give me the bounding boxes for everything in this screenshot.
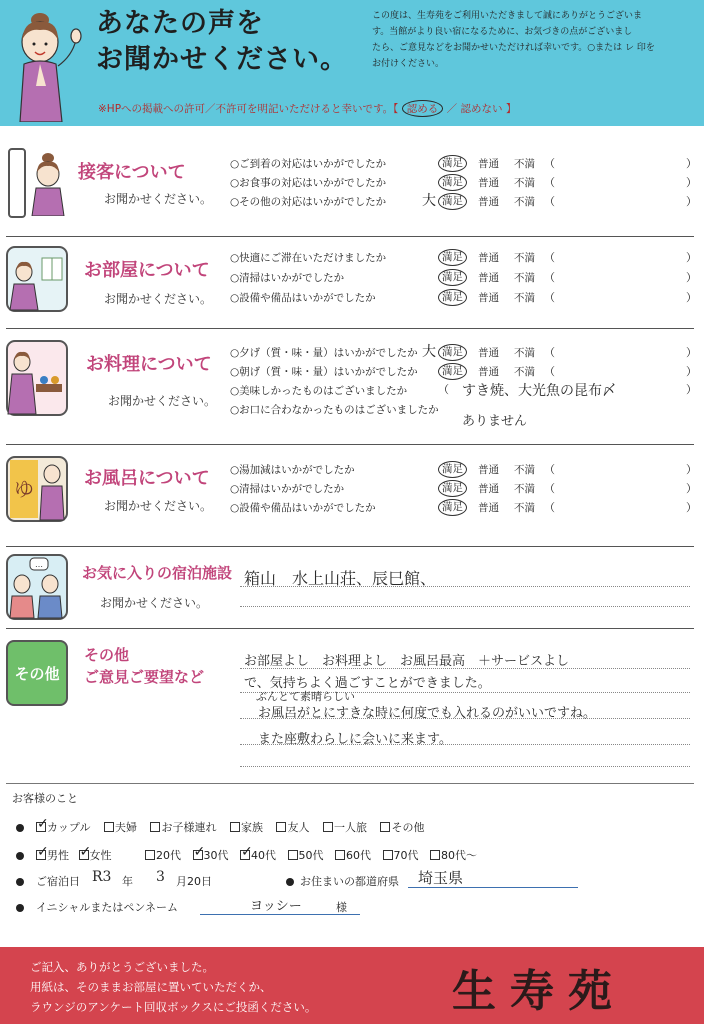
customer-info xyxy=(6,783,694,925)
option-label: 一人旅 xyxy=(333,821,367,834)
rating-dissatisfied-cuisine-dinner[interactable]: 不満 xyxy=(514,347,535,359)
permission-deny-option[interactable]: 認めない xyxy=(460,103,503,115)
answer-disliked-items[interactable]: ありません xyxy=(462,414,528,429)
question-arrival: ○ご到着の対応はいかがでしたか xyxy=(230,158,387,170)
age-option-40s[interactable] xyxy=(240,849,276,862)
option-label: 70代 xyxy=(393,849,419,862)
rating-average-cuisine-breakfast[interactable]: 普通 xyxy=(478,366,499,378)
paren-open: （ xyxy=(544,195,555,208)
age-option-80s[interactable] xyxy=(430,849,477,862)
paren-open: （ xyxy=(438,383,449,396)
paren-open: （ xyxy=(544,157,555,170)
paren-open: （ xyxy=(544,501,555,514)
answer-line xyxy=(240,606,690,607)
paren-close: ） xyxy=(686,271,697,284)
section-divider xyxy=(6,328,694,329)
footer-instructions xyxy=(30,957,316,1017)
stay-day-label: 月20日 xyxy=(176,875,212,888)
option-label: 80代〜 xyxy=(441,849,477,862)
comment-insertion[interactable]: ぶんとて素晴らしい xyxy=(256,690,355,703)
option-label: カップル xyxy=(47,821,91,834)
checkbox-icon xyxy=(104,822,114,832)
rating-satisfied-room-cleaning[interactable]: 満足 xyxy=(438,269,467,286)
checkbox-icon xyxy=(288,850,298,860)
rating-satisfied-service-meal[interactable]: 満足 xyxy=(438,174,467,191)
rating-satisfied-room-comfort[interactable]: 満足 xyxy=(438,249,467,266)
question-dinner: ○夕げ（質・味・量）はいかがでしたか xyxy=(230,347,418,359)
question-disliked-items: ○お口に合わなかったものはございましたか xyxy=(230,404,439,416)
other-title-line1: その他 xyxy=(84,646,130,664)
gender-option-male[interactable] xyxy=(36,849,69,862)
age-option-30s[interactable] xyxy=(193,849,229,862)
survey-header xyxy=(0,0,704,126)
other-icon xyxy=(6,640,68,706)
paren-open: （ xyxy=(544,291,555,304)
comment-line-1[interactable]: お部屋よし お料理よし お風呂最高 ＋サービスよし xyxy=(244,654,570,669)
option-label: 30代 xyxy=(203,849,229,862)
rating-average-bath-cleaning[interactable]: 普通 xyxy=(478,483,499,495)
question-meal-service: ○お食事の対応はいかがでしたか xyxy=(230,177,387,189)
party-option-couple[interactable] xyxy=(36,821,90,834)
option-label: お子様連れ xyxy=(161,821,217,834)
bullet-icon xyxy=(16,904,24,912)
customer-heading: お客様のこと xyxy=(12,792,78,805)
bath-icon xyxy=(6,456,68,522)
penname-suffix: 様 xyxy=(336,901,347,914)
checkbox-icon xyxy=(145,850,155,860)
permission-separator: ／ xyxy=(446,103,458,115)
conversation-icon xyxy=(6,554,68,620)
checkbox-icon xyxy=(240,850,250,860)
party-option-married[interactable] xyxy=(104,821,137,834)
party-option-friends[interactable] xyxy=(276,821,309,834)
answer-line xyxy=(240,766,690,767)
permission-bracket: 】 xyxy=(505,103,517,115)
checkbox-icon xyxy=(230,822,240,832)
permission-label: ※HPへの掲載への許可／不許可を明記いただけると幸いです。【 xyxy=(98,103,399,115)
paren-close: ） xyxy=(686,365,697,378)
rating-average-room-cleaning[interactable]: 普通 xyxy=(478,272,499,284)
paren-close: ） xyxy=(686,482,697,495)
checkbox-icon xyxy=(380,822,390,832)
option-label: その他 xyxy=(391,821,425,834)
gender-age-row xyxy=(36,847,477,863)
question-bath-cleaning: ○清掃はいかがでしたか xyxy=(230,483,345,495)
bullet-icon xyxy=(16,852,24,860)
section-title-cuisine: お料理について xyxy=(86,354,212,375)
question-other-service: ○その他の対応はいかがでしたか xyxy=(230,196,387,208)
checkbox-icon xyxy=(323,822,333,832)
party-option-children[interactable] xyxy=(150,821,216,834)
paren-open: （ xyxy=(544,176,555,189)
rating-average-room-comfort[interactable]: 普通 xyxy=(478,252,499,264)
section-title-other xyxy=(84,644,204,688)
paren-close: ） xyxy=(686,157,697,170)
rating-average-room-equipment[interactable]: 普通 xyxy=(478,292,499,304)
rating-satisfied-bath-cleaning[interactable]: 満足 xyxy=(438,480,467,497)
svg-text:…: … xyxy=(35,560,43,569)
question-room-cleaning: ○清掃はいかがでしたか xyxy=(230,272,345,284)
stay-month-value[interactable]: 3 xyxy=(156,869,165,885)
option-label: 家族 xyxy=(240,821,263,834)
paren-close: ） xyxy=(686,176,697,189)
party-type-row xyxy=(36,819,424,835)
other-badge-label: その他 xyxy=(14,664,60,683)
room-icon xyxy=(6,246,68,312)
section-title-favorite: お気に入りの宿泊施設 xyxy=(82,564,233,582)
paren-close: ） xyxy=(686,463,697,476)
rating-average-service-arrival[interactable]: 普通 xyxy=(478,158,499,170)
question-bath-equipment: ○設備や備品はいかがでしたか xyxy=(230,502,376,514)
hostess-icon xyxy=(28,150,68,216)
rating-dissatisfied-room-equipment[interactable]: 不満 xyxy=(514,292,535,304)
section-divider xyxy=(6,236,694,237)
age-option-70s[interactable] xyxy=(383,849,419,862)
footer-line: 用紙は、そのままお部屋に置いていただくか、 xyxy=(30,980,272,994)
option-label: 40代 xyxy=(251,849,276,862)
intro-line: お付けください。 xyxy=(372,59,445,69)
party-option-other[interactable] xyxy=(380,821,424,834)
checkbox-icon xyxy=(276,822,286,832)
rating-satisfied-cuisine-breakfast[interactable]: 満足 xyxy=(438,363,467,380)
service-icon-frame xyxy=(8,148,26,218)
intro-line: す。当館がより良い宿になるために、お気づきの点がございまし xyxy=(372,27,633,37)
penname-value[interactable]: ヨッシー xyxy=(250,899,302,914)
intro-text xyxy=(372,8,697,72)
paren-open: （ xyxy=(544,251,555,264)
intro-line: この度は、生寿苑をご利用いただきまして誠にありがとうございま xyxy=(372,11,643,21)
survey-footer xyxy=(0,947,704,1024)
publication-permission xyxy=(98,100,698,117)
age-option-50s[interactable] xyxy=(288,849,324,862)
penname-label: イニシャルまたはペンネーム xyxy=(36,901,179,914)
section-subtitle-room: お聞かせください。 xyxy=(104,292,213,306)
svg-text:ゆ: ゆ xyxy=(14,477,34,501)
rating-satisfied-room-equipment[interactable]: 満足 xyxy=(438,289,467,306)
option-label: 50代 xyxy=(298,849,324,862)
rating-satisfied-bath-water-temp[interactable]: 満足 xyxy=(438,461,467,478)
bullet-icon xyxy=(286,878,294,886)
comment-line-4[interactable]: また座敷わらしに会いに来ます。 xyxy=(258,732,452,747)
checkbox-icon xyxy=(150,822,160,832)
option-label: 友人 xyxy=(287,821,310,834)
question-tasty-items: ○美味しかったものはございましたか xyxy=(230,385,408,397)
rating-dissatisfied-room-cleaning[interactable]: 不満 xyxy=(514,272,535,284)
section-subtitle-service: お聞かせください。 xyxy=(104,192,213,206)
option-label: 60代 xyxy=(346,849,371,862)
paren-close: ） xyxy=(686,251,697,264)
question-water-temp: ○湯加減はいかがでしたか xyxy=(230,464,355,476)
rating-average-cuisine-dinner[interactable]: 普通 xyxy=(478,347,499,359)
section-subtitle-bath: お聞かせください。 xyxy=(104,499,213,513)
paren-close: ） xyxy=(686,383,697,396)
rating-average-service-meal[interactable]: 普通 xyxy=(478,177,499,189)
rating-satisfied-service-arrival[interactable]: 満足 xyxy=(438,155,467,172)
answer-tasty-items[interactable]: すき焼、大光魚の昆布〆 xyxy=(462,383,616,399)
checkbox-icon xyxy=(383,850,393,860)
option-label: 女性 xyxy=(89,849,112,862)
rating-dissatisfied-bath-water-temp[interactable]: 不満 xyxy=(514,464,535,476)
prefecture-underline xyxy=(408,887,578,888)
greeting-woman-illustration xyxy=(6,6,84,122)
section-title-service: 接客について xyxy=(78,162,186,183)
bullet-icon xyxy=(16,824,24,832)
other-title-line2: ご意見ご要望など xyxy=(84,668,205,686)
party-option-family[interactable] xyxy=(230,821,263,834)
section-title-room: お部屋について xyxy=(84,260,210,281)
comment-line-3[interactable]: お風呂がとにすきな時に何度でも入れるのがいいですね。 xyxy=(258,706,597,721)
rating-satisfied-bath-equipment[interactable]: 満足 xyxy=(438,499,467,516)
paren-open: （ xyxy=(544,365,555,378)
penname-underline xyxy=(200,914,360,915)
inn-logo: 生寿苑 xyxy=(452,966,626,1017)
footer-line: ラウンジのアンケート回収ボックスにご投函ください。 xyxy=(30,1000,317,1014)
paren-open: （ xyxy=(544,482,555,495)
paren-open: （ xyxy=(544,463,555,476)
option-label: 夫婦 xyxy=(114,821,137,834)
rating-dissatisfied-bath-equipment[interactable]: 不満 xyxy=(514,502,535,514)
rating-average-service-other[interactable]: 普通 xyxy=(478,196,499,208)
comment-line-2[interactable]: で、気持ちよく過ごすことができました。 xyxy=(244,676,491,691)
checkbox-icon xyxy=(36,822,46,832)
handwritten-dai-mark: 大 xyxy=(422,193,436,209)
checkbox-icon xyxy=(193,850,203,860)
survey-title-line2: お聞かせください。 xyxy=(96,44,348,75)
paren-close: ） xyxy=(686,501,697,514)
checkbox-icon xyxy=(79,850,89,860)
rating-dissatisfied-service-meal[interactable]: 不満 xyxy=(514,177,535,189)
stay-year-label: 年 xyxy=(122,875,133,888)
party-option-solo[interactable] xyxy=(323,821,367,834)
option-label: 20代 xyxy=(156,849,181,862)
cuisine-icon xyxy=(6,340,68,416)
question-breakfast: ○朝げ（質・味・量）はいかがでしたか xyxy=(230,366,418,378)
rating-average-bath-water-temp[interactable]: 普通 xyxy=(478,464,499,476)
footer-line: ご記入、ありがとうございました。 xyxy=(30,960,214,974)
prefecture-value[interactable]: 埼玉県 xyxy=(418,869,464,887)
section-subtitle-cuisine: お聞かせください。 xyxy=(108,394,217,408)
question-room-equipment: ○設備や備品はいかがでしたか xyxy=(230,292,376,304)
paren-open: （ xyxy=(544,271,555,284)
paren-close: ） xyxy=(686,291,697,304)
checkbox-icon xyxy=(430,850,440,860)
survey-title-line1: あなたの声を xyxy=(96,8,264,39)
rating-dissatisfied-service-other[interactable]: 不満 xyxy=(514,196,535,208)
paren-close: ） xyxy=(686,346,697,359)
paren-open: （ xyxy=(544,346,555,359)
answer-line xyxy=(240,586,690,587)
rating-dissatisfied-room-comfort[interactable]: 不満 xyxy=(514,252,535,264)
intro-line: たら、ご意見などをお聞かせいただければ幸いです。○または レ 印を xyxy=(372,43,655,53)
section-title-bath: お風呂について xyxy=(84,468,210,489)
answer-favorite-inns[interactable]: 箱山 水上山荘、辰巳館、 xyxy=(244,569,437,588)
prefecture-label: お住まいの都道府県 xyxy=(300,875,399,888)
rating-satisfied-cuisine-dinner[interactable]: 満足 xyxy=(438,344,467,361)
question-comfort: ○快適にご滞在いただけましたか xyxy=(230,252,387,264)
age-option-20s[interactable] xyxy=(145,849,181,862)
age-option-60s[interactable] xyxy=(335,849,371,862)
rating-dissatisfied-service-arrival[interactable]: 不満 xyxy=(514,158,535,170)
rating-satisfied-service-other[interactable]: 満足 xyxy=(438,193,467,210)
rating-dissatisfied-cuisine-breakfast[interactable]: 不満 xyxy=(514,366,535,378)
paren-close: ） xyxy=(686,195,697,208)
option-label: 男性 xyxy=(47,849,69,862)
gender-option-female[interactable] xyxy=(79,849,112,862)
stay-era-value[interactable]: R3 xyxy=(92,869,112,885)
section-divider xyxy=(6,444,694,445)
survey-title xyxy=(96,6,348,78)
rating-dissatisfied-bath-cleaning[interactable]: 不満 xyxy=(514,483,535,495)
bullet-icon xyxy=(16,878,24,886)
permission-allow-option[interactable]: 認める xyxy=(402,100,444,117)
section-divider xyxy=(6,628,694,629)
section-divider xyxy=(6,546,694,547)
handwritten-dai-mark: 大 xyxy=(422,344,436,360)
section-subtitle-favorite: お聞かせください。 xyxy=(100,596,209,610)
checkbox-icon xyxy=(335,850,345,860)
checkbox-icon xyxy=(36,850,46,860)
stay-date-label: ご宿泊日 xyxy=(36,875,80,888)
rating-average-bath-equipment[interactable]: 普通 xyxy=(478,502,499,514)
